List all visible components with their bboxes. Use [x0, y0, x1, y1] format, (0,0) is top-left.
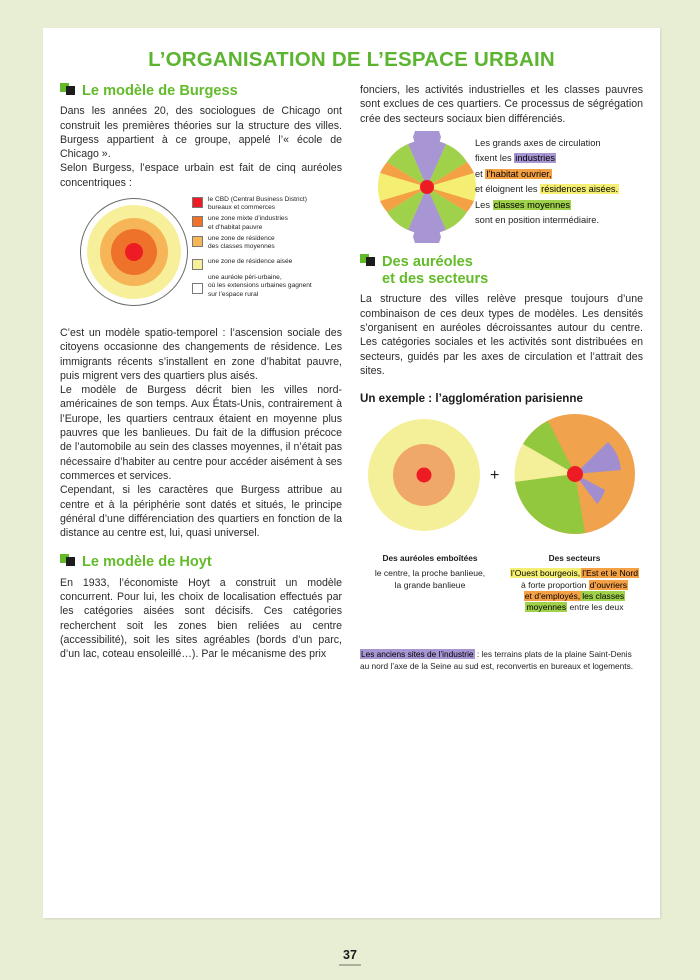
paris-captions: [360, 553, 643, 728]
hoyt-sector-wheel: [372, 131, 482, 243]
highlight-est-nord: l’Est et le Nord: [582, 568, 639, 579]
page-number-rule: [339, 964, 361, 966]
burgess-paragraph-4: Le modèle de Burgess décrit bien les villes nord-américaines de son temps. Aux États-Unis, contrairement à l’Europe, les quartiers centraux étaient en moyenne plus pauvres que les banlieues. Du fait de la diffusion précoce de l’automobile au sein des classes moyennes, il n’était pas nécessaire d’habiter au centre pour accéder aisément à ses commerces et services.: [60, 384, 342, 482]
highlight-ouvriers: d’ouvriers: [589, 579, 628, 590]
paris-example-figures: [360, 411, 643, 551]
burgess-paragraph-1: Dans les années 20, des sociologues de Chicago ont construit les premières théories sur la structure des villes. Burgess appartient à ce groupe, appelé l’« école de Chicago ».: [60, 105, 342, 161]
page-sheet: [43, 28, 660, 918]
paris-sectors: [512, 411, 638, 537]
page-number: [339, 948, 361, 966]
burgess-legend: [192, 196, 342, 302]
paris-sectors-svg: [512, 411, 638, 537]
hoyt-diagram: [360, 134, 643, 242]
highlight-les-classes: les classes: [582, 590, 625, 601]
hoyt-annotation-line-5: Les classes moyennes: [475, 199, 571, 210]
paris-rings-svg: [366, 417, 482, 533]
legend-item: [192, 215, 342, 231]
paris-example-title: Un exemple : l’agglomération parisienne: [360, 392, 583, 406]
page-title: L’ORGANISATION DE L’ESPACE URBAIN: [148, 48, 555, 71]
paris-concentric-rings: [366, 417, 482, 533]
burgess-concentric-rings: [80, 198, 188, 306]
heading-burgess-model-label: Le modèle de Burgess: [82, 83, 238, 99]
legend-swatch-cbd: [192, 197, 203, 208]
burgess-paragraph-3: C’est un modèle spatio-temporel : l’ascension sociale des citoyens occasionne des changements de résidence. Les immigrants récents s’installent en zone d’habitat pauvre, puis migrent vers des quartiers plus aisés.: [60, 327, 342, 382]
legend-text-zone-mixte: une zone mixte d’industries et d’habitat pauvre: [208, 215, 288, 231]
legend-swatch-zone-mixte: [192, 216, 203, 227]
hoyt-annotation-line-1: Les grands axes de circulation: [475, 137, 601, 148]
left-column: [60, 83, 342, 728]
caption-left-heading: Des auréoles emboîtées: [382, 553, 478, 564]
page-footer: [0, 918, 700, 980]
legend-swatch-classes-moyennes: [192, 236, 203, 247]
paris-footnote: [360, 649, 643, 672]
heading-hoyt-model-label: Le modèle de Hoyt: [82, 554, 212, 571]
highlight-anciens-sites-industrie: Les anciens sites de l’industrie: [361, 649, 474, 660]
hoyt-paragraph-1: En 1933, l’économiste Hoyt a construit un modèle concurrent. Pour lui, les choix de localisation effectués par les catégories aisées sont décisifs. Ces catégories recherchent soit les zones bien reliées au centre (accessibilité), soit les sites agréables (bords d’un parc, d’un lac, coteau ensoleillé…). Par le mécanisme des prix: [60, 576, 342, 661]
legend-swatch-residence-aisee: [192, 259, 203, 270]
hoyt-annotation-line-3: et l’habitat ouvrier,: [475, 168, 552, 179]
caption-right-heading: Des secteurs: [548, 553, 601, 564]
caption-right-text: l’Ouest bourgeois, l’Est et le Nord à forte proportion d’ouvriers et d’employés, les classes moyennes entre les deux: [510, 568, 639, 613]
legend-item: [192, 196, 342, 212]
legend-item: [192, 258, 342, 270]
caption-des-secteurs: [506, 553, 643, 614]
page-number-value: 37: [343, 948, 357, 962]
burgess-paragraph-2: Selon Burgess, l’espace urbain est fait de cinq auréoles concentriques :: [60, 162, 342, 189]
green-black-square-bullet-icon: [360, 254, 378, 265]
legend-text-cbd: le CBD (Central Business District) bureaux et commerces: [208, 196, 307, 212]
hoyt-annotation-line-6: sont en position intermédiaire.: [475, 215, 600, 226]
caption-auroles-emboitees: [360, 553, 500, 591]
hoyt-annotation-line-2: fixent les industries: [475, 153, 556, 164]
highlight-residences-aisees: résidences aisées.: [541, 184, 619, 195]
legend-swatch-peri-urbaine: [192, 283, 203, 294]
heading-auroles-secteurs-line2: et des secteurs: [382, 271, 489, 288]
ring-cbd: [125, 243, 143, 261]
hoyt-annotation-line-4: et éloignent les résidences aisées.: [475, 184, 619, 195]
hoyt-sector-svg: [372, 131, 482, 243]
plus-sign: +: [490, 467, 500, 485]
content-columns: [60, 83, 643, 728]
legend-text-residence-aisee: une zone de résidence aisée: [208, 258, 293, 266]
auroles-secteurs-paragraph: La structure des villes relève presque toujours d’une combinaison de ces deux types de modèles. Les densités s’organisent en auréoles décroissantes autour du centre. Les catégories sociales et les activités sont distribuées en secteurs, guidés par les axes de circulation et l’attrait des sites.: [360, 293, 643, 377]
hoyt-paragraph-continuation: fonciers, les activités industrielles et les classes pauvres sont exclues de ces quartiers. Ce processus de ségrégation crée des secteurs sociaux bien différenciés.: [360, 84, 643, 125]
legend-text-classes-moyennes: une zone de résidence des classes moyennes: [208, 234, 275, 251]
highlight-habitat-ouvrier: l’habitat ouvrier,: [486, 168, 552, 179]
legend-item: [192, 274, 342, 299]
highlight-industries: industries: [515, 153, 556, 164]
green-black-square-bullet-icon: [60, 83, 78, 94]
heading-burgess-model: [60, 83, 342, 100]
burgess-paragraph-5: Cependant, si les caractères que Burgess attribue au centre et à la périphérie sont datés et situés, le principe général d’une différenciation des quartiers en fonction de la distance au centre est, lui, quasi universel.: [60, 484, 342, 540]
highlight-employes: et d’employés,: [524, 590, 581, 601]
heading-auroles-secteurs: [360, 254, 643, 288]
burgess-diagram: [60, 196, 342, 318]
paris-footnote-rest: : les terrains plats de la plaine Saint-Denis au nord l’axe de la Seine au sud est, reconvertis en bureaux et logements.: [360, 649, 634, 671]
legend-text-peri-urbaine: une auréole péri-urbaine, où les extensions urbaines gagnent sur l’espace rural: [208, 274, 312, 298]
heading-auroles-secteurs-line1: Des auréoles: [382, 253, 473, 270]
highlight-moyennes: moyennes: [526, 602, 567, 613]
caption-left-text: le centre, la proche banlieue, la grande banlieue: [374, 568, 486, 590]
right-column: [360, 83, 643, 728]
hoyt-annotation: [475, 138, 643, 231]
legend-item: [192, 235, 342, 251]
highlight-classes-moyennes: classes moyennes: [493, 199, 571, 210]
heading-hoyt-model: [60, 554, 342, 571]
highlight-ouest-bourgeois: l’Ouest bourgeois,: [510, 568, 581, 579]
green-black-square-bullet-icon: [60, 554, 78, 565]
